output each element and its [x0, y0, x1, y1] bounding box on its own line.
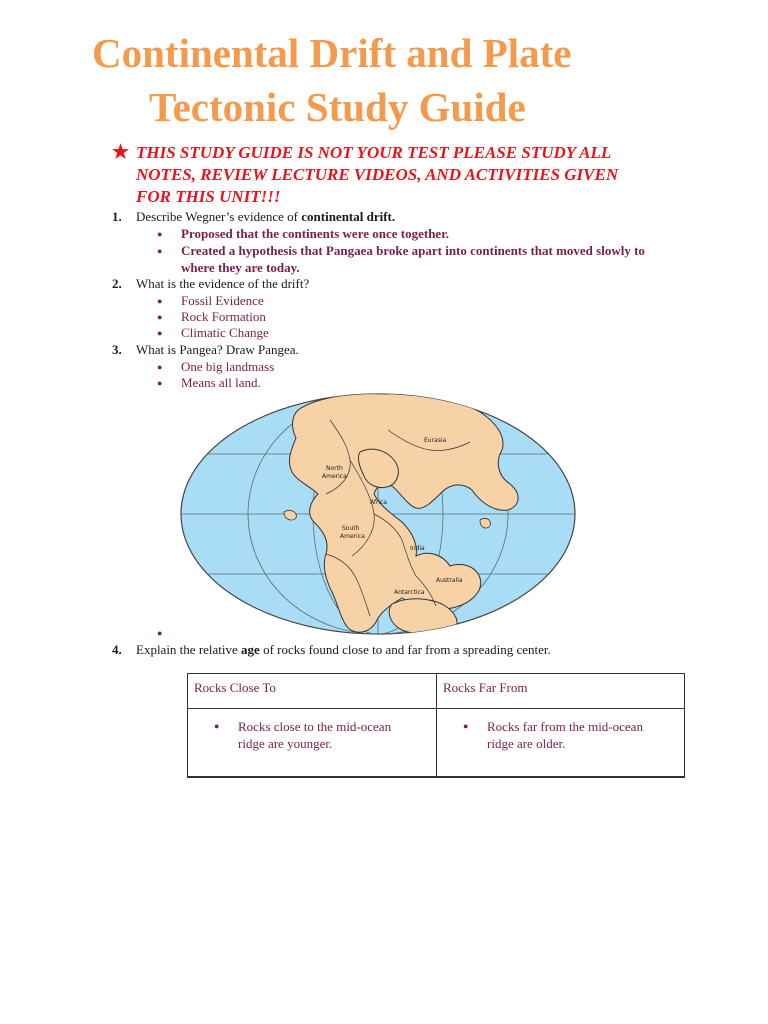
answer-1-1: ● Proposed that the continents were once together.: [157, 226, 450, 241]
table-row: [188, 709, 685, 778]
label-south-america-1: South: [342, 525, 360, 532]
bullet-icon: ●: [157, 362, 163, 372]
header-rocks-close-to: Rocks Close To: [188, 674, 437, 709]
cell-rocks-far: ● Rocks far from the mid-ocean ridge are older.: [437, 709, 685, 778]
bullet-icon: ●: [157, 628, 163, 638]
bullet-icon: ●: [157, 312, 163, 322]
answer-2-1: ● Fossil Evidence: [157, 293, 264, 308]
bullet-icon: ●: [157, 328, 163, 338]
rocks-age-table: [187, 673, 685, 778]
bullet-icon: ●: [214, 721, 220, 731]
answer-2-2: ● Rock Formation: [157, 309, 266, 324]
bullet-icon: ●: [157, 246, 163, 256]
warning-note: [112, 142, 692, 208]
question-3: 3. What is Pangea? Draw Pangea.: [112, 342, 299, 357]
label-eurasia: Eurasia: [424, 437, 447, 444]
answer-2-3: ● Climatic Change: [157, 325, 269, 340]
label-north-america-2: America: [322, 473, 347, 480]
label-antarctica: Antarctica: [394, 589, 425, 596]
title-line-2: Tectonic Study Guide: [149, 84, 526, 130]
label-india: India: [410, 545, 425, 552]
label-south-america-2: America: [340, 533, 365, 540]
table-header-row: [188, 674, 685, 709]
warning-line-3: FOR THIS UNIT!!!: [136, 187, 281, 206]
bullet-icon: ●: [157, 229, 163, 239]
label-north-america-1: North: [326, 465, 343, 472]
star-icon: ★: [112, 142, 130, 163]
answer-1-2: ● Created a hypothesis that Pangaea broke apart into continents that moved slowly to where they are today.: [157, 243, 645, 275]
question-2: 2. What is the evidence of the drift?: [112, 276, 310, 291]
title-line-1: Continental Drift and Plate: [92, 30, 572, 76]
answer-3-1: ● One big landmass: [157, 359, 275, 374]
label-africa: Africa: [370, 499, 388, 506]
question-1: 1. Describe Wegner’s evidence of continental drift.: [112, 209, 396, 224]
bullet-icon: ●: [463, 721, 469, 731]
question-4: 4. Explain the relative age of rocks found close to and far from a spreading center.: [112, 642, 551, 657]
cell-rocks-close: ● Rocks close to the mid-ocean ridge are younger.: [188, 709, 437, 778]
bullet-icon: ●: [157, 378, 163, 388]
warning-line-1: THIS STUDY GUIDE IS NOT YOUR TEST PLEASE STUDY ALL: [136, 143, 612, 162]
page-title: [0, 26, 768, 134]
label-australia: Australia: [436, 577, 463, 584]
answer-3-2: ● Means all land.: [157, 375, 261, 390]
header-rocks-far-from: Rocks Far From: [437, 674, 685, 709]
pangaea-map: [180, 390, 580, 640]
warning-line-2: NOTES, REVIEW LECTURE VIDEOS, AND ACTIVITIES GIVEN: [136, 165, 619, 184]
bullet-icon: ●: [157, 296, 163, 306]
